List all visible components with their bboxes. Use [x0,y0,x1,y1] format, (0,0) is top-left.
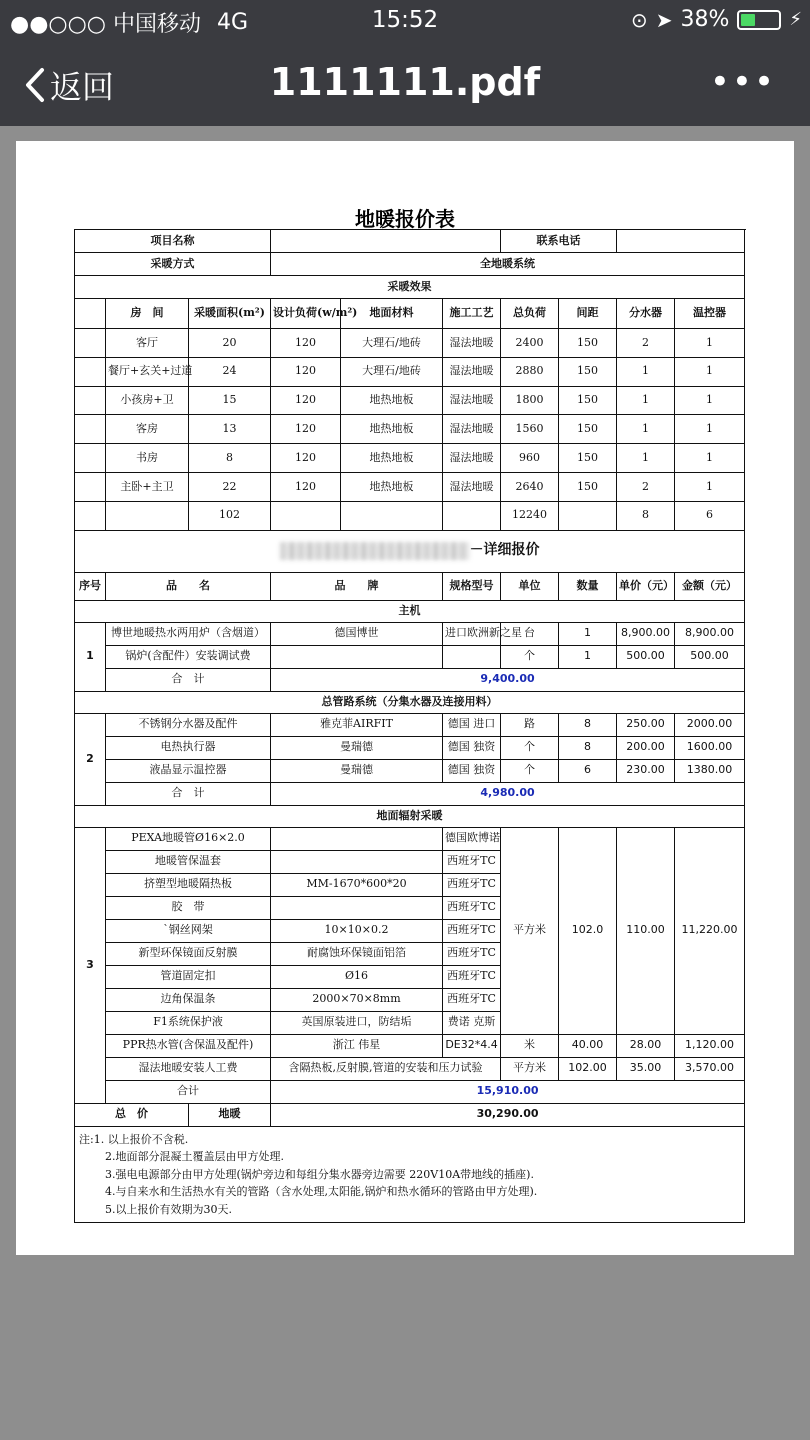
table-cell: 平方米 [501,827,559,1034]
table-cell: 曼瑞德 [271,759,443,782]
column-header: 单位 [501,572,559,600]
table-cell: 110.00 [617,827,675,1034]
table-row [75,501,745,530]
table-cell: 120 [271,415,341,444]
table-cell [559,501,617,530]
table-cell: 1600.00 [675,736,745,759]
table-cell: 个 [501,759,559,782]
table-cell: 2880 [501,357,559,386]
location-icon: ➤ [655,7,673,32]
table-cell: 西班牙TC [443,942,501,965]
table-cell: 挤塑型地暖隔热板 [106,873,271,896]
column-header: 总负荷 [501,299,559,329]
table-cell: 大理石/地砖 [341,357,443,386]
table-cell: 1 [675,472,745,501]
table-cell: 8 [559,736,617,759]
table-cell: 英国原装进口，防结垢 [271,1011,443,1034]
table-cell: 120 [271,444,341,473]
column-header: 采暖面积(m²) [189,299,271,329]
table-cell: 湿法地暖 [443,444,501,473]
table-cell: 大理石/地砖 [341,329,443,358]
table-cell: 德国 独资 [443,736,501,759]
table-cell [75,386,106,415]
table-cell: 120 [271,329,341,358]
table-cell: 40.00 [559,1034,617,1057]
table-cell: 地热地板 [341,472,443,501]
table-cell: 锅炉(含配件）安装调试费 [106,645,271,668]
table-cell: 8,900.00 [617,622,675,645]
table-cell: 客厅 [106,329,189,358]
section-title: 地面辐射采暖 [75,805,745,827]
table-row [75,668,745,691]
table-cell: 管道固定扣 [106,965,271,988]
table-cell: MM-1670*600*20 [271,873,443,896]
table-cell: 11,220.00 [675,827,745,1034]
table-row [75,530,745,572]
table-cell: 230.00 [617,759,675,782]
table-cell: 150 [559,329,617,358]
table-cell [75,444,106,473]
section-title: 主机 [75,600,745,622]
table-cell: 35.00 [617,1057,675,1080]
table-row [75,357,745,386]
grand-total-value: 30,290.00 [271,1103,745,1126]
table-cell: DE32*4.4 [443,1034,501,1057]
table-cell [75,1126,745,1223]
table-cell [106,501,189,530]
table-row [75,622,745,645]
table-cell: 150 [559,386,617,415]
table-cell: 全地暖系统 [271,253,745,276]
table-cell: 项目名称 [75,230,271,253]
table-row [75,386,745,415]
table-cell: PPR热水管(含保温及配件) [106,1034,271,1057]
table-cell: 西班牙TC [443,919,501,942]
table-row [75,600,745,622]
table-cell: 德国博世 [271,622,443,645]
section-title: 总管路系统（分集水器及连接用料） [75,691,745,713]
table-cell: 湿法地暖 [443,329,501,358]
table-cell: 电热执行器 [106,736,271,759]
table-cell: 12240 [501,501,559,530]
table-cell: 250.00 [617,713,675,736]
table-row [75,1057,745,1080]
table-cell: 合 计 [106,782,271,805]
column-header: 地面材料 [341,299,443,329]
column-header: 序号 [75,572,106,600]
table-cell [271,827,443,850]
table-cell: 德国 独资 [443,759,501,782]
table-cell: 总 价 [75,1103,189,1126]
table-cell: 德国 进口 [443,713,501,736]
table-cell: 1380.00 [675,759,745,782]
charging-icon: ⚡ [789,9,802,30]
table-cell: 联系电话 [501,230,617,253]
table-cell: `钢丝网架 [106,919,271,942]
column-header: 规格型号 [443,572,501,600]
quote-table [74,229,745,1223]
table-cell: 主卧+主卫 [106,472,189,501]
table-cell: 1 [675,386,745,415]
table-row [75,1126,745,1223]
table-cell: 102.00 [559,1057,617,1080]
table-cell: 路 [501,713,559,736]
table-cell: 150 [559,357,617,386]
table-cell: 德国欧博诺 [443,827,501,850]
table-cell [75,299,106,329]
table-cell: 2 [75,713,106,805]
column-header: 品 名 [106,572,271,600]
table-cell: 湿法地暖 [443,386,501,415]
table-cell: 120 [271,472,341,501]
network-label: 4G [216,10,249,35]
subtotal-value: 9,400.00 [271,668,745,691]
table-cell: 120 [271,357,341,386]
column-header: 分水器 [617,299,675,329]
table-cell: 餐厅+玄关+过道 [106,357,189,386]
table-cell: PEXA地暖管Ø16×2.0 [106,827,271,850]
table-cell: 1 [617,444,675,473]
table-cell: 1 [617,386,675,415]
table-row [75,782,745,805]
table-cell: 3 [75,827,106,1103]
table-cell: 150 [559,415,617,444]
table-row [75,472,745,501]
battery-icon [737,10,781,30]
table-cell: 西班牙TC [443,873,501,896]
table-cell: 2000.00 [675,713,745,736]
table-cell: 湿法地暖 [443,357,501,386]
column-header: 金额（元） [675,572,745,600]
table-row [75,1103,745,1126]
table-cell [75,530,745,572]
table-cell: 边角保温条 [106,988,271,1011]
table-cell: 不锈钢分水器及配件 [106,713,271,736]
table-cell: 24 [189,357,271,386]
subtotal-value: 15,910.00 [271,1080,745,1103]
table-cell: 合计 [106,1080,271,1103]
table-cell: 6 [675,501,745,530]
table-cell: 平方米 [501,1057,559,1080]
table-cell [271,230,501,253]
table-row [75,1034,745,1057]
table-cell: 地暖 [189,1103,271,1126]
table-cell: 3,570.00 [675,1057,745,1080]
table-cell: 8 [189,444,271,473]
table-cell: 地热地板 [341,386,443,415]
table-cell: 个 [501,645,559,668]
table-row [75,329,745,358]
table-cell [271,896,443,919]
table-cell: 西班牙TC [443,896,501,919]
table-cell: 120 [271,386,341,415]
column-header: 品 牌 [271,572,443,600]
table-cell: 湿法地暖 [443,472,501,501]
status-time: 15:52 [371,7,439,33]
table-row [75,444,745,473]
table-cell: 博世地暖热水两用炉（含烟道） [106,622,271,645]
table-row [75,253,745,276]
table-cell: 西班牙TC [443,850,501,873]
table-cell: 2 [617,329,675,358]
table-cell: 雅克菲AIRFIT [271,713,443,736]
table-row [75,230,745,253]
document-title: 地暖报价表 [355,207,455,231]
table-cell: 10×10×0.2 [271,919,443,942]
table-cell [617,230,745,253]
table-cell: F1系统保护液 [106,1011,271,1034]
table-cell: 102 [189,501,271,530]
table-cell [271,645,443,668]
more-menu-button[interactable]: ••• [709,62,776,102]
table-cell [341,501,443,530]
table-cell [75,415,106,444]
table-cell: 500.00 [675,645,745,668]
table-cell: 浙江 伟星 [271,1034,443,1057]
table-cell: 2 [617,472,675,501]
table-row [75,1080,745,1103]
table-cell: 6 [559,759,617,782]
table-cell: 1 [75,622,106,691]
table-cell [75,329,106,358]
table-cell: 13 [189,415,271,444]
table-cell: 1 [675,357,745,386]
table-cell [443,645,501,668]
table-cell: 20 [189,329,271,358]
table-cell: 采暖效果 [75,276,745,299]
table-cell: 28.00 [617,1034,675,1057]
table-cell: 液晶显示温控器 [106,759,271,782]
column-header: 温控器 [675,299,745,329]
table-cell [271,501,341,530]
table-cell: 费诺 克斯 [443,1011,501,1034]
table-cell: 102.0 [559,827,617,1034]
table-cell: 2640 [501,472,559,501]
table-cell: 1 [675,444,745,473]
column-header: 数量 [559,572,617,600]
table-cell [271,850,443,873]
table-cell: 台 [501,622,559,645]
table-row [75,827,745,850]
table-row [75,645,745,668]
column-header: 单价（元） [617,572,675,600]
table-cell: 960 [501,444,559,473]
note-line: 3.强电电源部分由甲方处理(锅炉旁边和每组分集水器旁边需要 220V10A带地线的插座). [105,1167,534,1181]
subtotal-value: 4,980.00 [271,782,745,805]
back-label: 返回 [50,68,115,106]
table-cell: 22 [189,472,271,501]
table-cell: 8 [559,713,617,736]
table-cell: 含隔热板,反射膜,管道的安装和压力试验 [271,1057,501,1080]
table-cell: Ø16 [271,965,443,988]
table-cell [75,501,106,530]
table-cell: 8 [617,501,675,530]
column-header: 间距 [559,299,617,329]
table-row [75,299,745,329]
column-header: 施工工艺 [443,299,501,329]
table-cell: 地热地板 [341,415,443,444]
table-cell: 1 [559,645,617,668]
table-cell: 书房 [106,444,189,473]
table-cell: 西班牙TC [443,965,501,988]
table-cell: 2000×70×8mm [271,988,443,1011]
table-cell: 1 [559,622,617,645]
column-header: 房 间 [106,299,189,329]
table-cell: 小孩房+卫 [106,386,189,415]
detail-title: －详细报价 [469,542,540,559]
note-line: 4.与自来水和生活热水有关的管路（含水处理,太阳能,锅炉和热水循环的管路由甲方处理). [105,1185,538,1199]
table-row [75,759,745,782]
table-cell: 1 [675,329,745,358]
table-cell: 地暖管保温套 [106,850,271,873]
table-cell: 150 [559,472,617,501]
table-row [75,572,745,600]
nav-bar [0,40,810,126]
redacted-company-name [280,542,470,560]
battery-percent: 38% [680,7,730,32]
column-header: 设计负荷(w/m²) [271,299,341,329]
table-cell: 500.00 [617,645,675,668]
table-cell: 1,120.00 [675,1034,745,1057]
table-cell: 1 [617,415,675,444]
table-cell [443,501,501,530]
table-row [75,713,745,736]
table-row [75,276,745,299]
table-cell: 1 [617,357,675,386]
table-cell: 1560 [501,415,559,444]
table-cell: 1 [675,415,745,444]
table-cell: 西班牙TC [443,988,501,1011]
table-cell [75,472,106,501]
note-line: 2.地面部分混凝土覆盖层由甲方处理. [105,1150,284,1164]
table-cell: 8,900.00 [675,622,745,645]
table-cell: 新型环保镜面反射膜 [106,942,271,965]
note-line: 5.以上报价有效期为30天. [105,1202,232,1216]
table-cell: 采暖方式 [75,253,271,276]
table-cell [75,357,106,386]
orientation-lock-icon: ⊙ [630,7,648,32]
table-row [75,415,745,444]
table-cell: 合 计 [106,668,271,691]
table-cell: 米 [501,1034,559,1057]
table-cell: 湿法地暖安装人工费 [106,1057,271,1080]
table-cell: 1800 [501,386,559,415]
table-cell: 地热地板 [341,444,443,473]
table-cell: 15 [189,386,271,415]
table-cell: 曼瑞德 [271,736,443,759]
table-cell: 湿法地暖 [443,415,501,444]
table-cell: 进口欧洲新之星 [443,622,501,645]
note-line: 注:1. 以上报价不含税. [79,1132,189,1146]
table-cell: 个 [501,736,559,759]
table-cell: 耐腐蚀环保镜面铝箔 [271,942,443,965]
carrier-label: ●●○○○ 中国移动 [10,12,201,37]
table-row [75,736,745,759]
pdf-page[interactable] [16,141,794,1255]
status-bar [0,0,810,40]
table-cell: 200.00 [617,736,675,759]
table-row [75,691,745,713]
table-cell: 150 [559,444,617,473]
table-cell: 胶 带 [106,896,271,919]
table-cell: 客房 [106,415,189,444]
table-row [75,805,745,827]
page-title: 1111111.pdf [269,60,541,104]
table-cell: 2400 [501,329,559,358]
